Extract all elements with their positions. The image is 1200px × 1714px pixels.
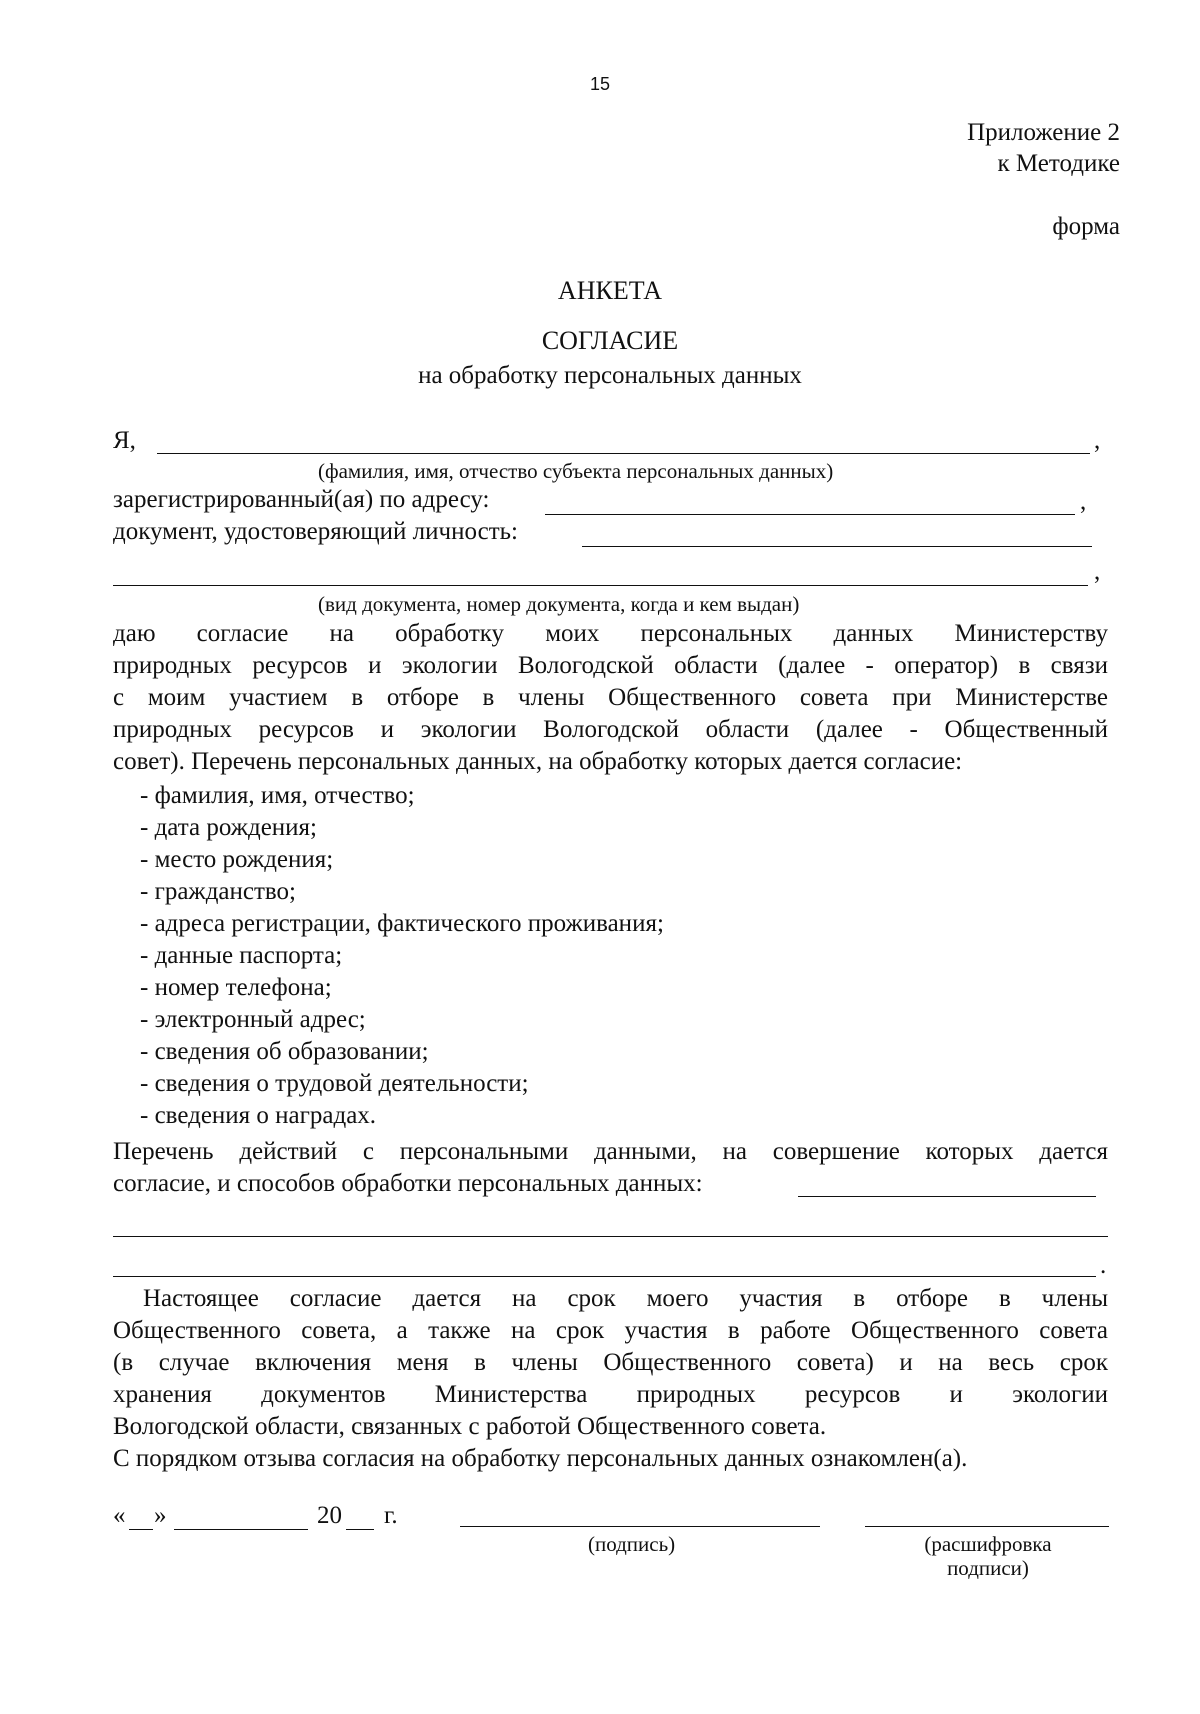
document-comma: , (1094, 558, 1101, 585)
date-year-prefix: 20 (317, 1502, 342, 1529)
address-field[interactable] (545, 514, 1075, 515)
list-item: - сведения о наградах. (140, 1102, 377, 1129)
signature-hint: (подпись) (588, 1532, 676, 1556)
address-label: зарегистрированный(ая) по адресу: (113, 486, 490, 513)
document-label: документ, удостоверяющий личность: (113, 518, 518, 545)
list-item: - фамилия, имя, отчество; (140, 782, 415, 809)
document-field[interactable] (582, 546, 1092, 547)
revocation-statement: С порядком отзыва согласия на обработку персональных данных ознакомлен(а). (113, 1445, 968, 1472)
actions-field-continued-2[interactable] (113, 1276, 1096, 1277)
fio-comma: , (1094, 427, 1101, 454)
document-hint: (вид документа, номер документа, когда и кем выдан) (318, 592, 800, 616)
term-line-5: Вологодской области, связанных с работой Общественного совета. (113, 1413, 827, 1440)
date-quote-close: » (154, 1502, 167, 1529)
list-item: - сведения о трудовой деятельности; (140, 1070, 529, 1097)
term-line-1: Настоящее согласие дается на срок моего участия в отборе в члены (143, 1285, 1108, 1312)
consent-line-2: природных ресурсов и экологии Вологодской области (далее - оператор) в связи (113, 652, 1108, 679)
appendix-line-1: Приложение 2 (967, 119, 1120, 146)
list-item: - сведения об образовании; (140, 1038, 429, 1065)
appendix-line-2: к Методике (997, 150, 1120, 177)
date-day-field[interactable] (129, 1529, 153, 1530)
date-year-suffix: г. (384, 1502, 398, 1529)
consent-title: СОГЛАСИЕ (541, 326, 679, 355)
list-item: - номер телефона; (140, 974, 332, 1001)
page-number: 15 (589, 74, 611, 94)
form-label: форма (1052, 213, 1120, 240)
i-label: Я, (113, 427, 136, 454)
consent-line-5: совет). Перечень персональных данных, на обработку которых дается согласие: (113, 748, 963, 775)
signature-decode-hint-line-2: подписи) (947, 1556, 1029, 1580)
actions-line-2: согласие, и способов обработки персональных данных: (113, 1170, 703, 1197)
list-item: - данные паспорта; (140, 942, 343, 969)
actions-field[interactable] (798, 1196, 1096, 1197)
consent-line-1: даю согласие на обработку моих персональных данных Министерству (113, 620, 1108, 647)
document-title: АНКЕТА (557, 276, 663, 305)
list-item: - гражданство; (140, 878, 296, 905)
term-line-4: хранения документов Министерства природных ресурсов и экологии (113, 1381, 1108, 1408)
signature-decode-hint-line-1: (расшифровка (924, 1532, 1052, 1556)
date-quote-open: « (113, 1502, 126, 1529)
signature-decode-field[interactable] (865, 1526, 1109, 1527)
document-field-continued[interactable] (113, 585, 1088, 586)
date-month-field[interactable] (174, 1529, 308, 1530)
actions-period: . (1100, 1252, 1107, 1279)
fio-field[interactable] (157, 453, 1090, 454)
actions-field-continued[interactable] (113, 1236, 1108, 1237)
list-item: - дата рождения; (140, 814, 317, 841)
list-item: - адреса регистрации, фактического проживания; (140, 910, 664, 937)
consent-line-3: с моим участием в отборе в члены Общественного совета при Министерстве (113, 684, 1108, 711)
signature-field[interactable] (460, 1526, 820, 1527)
fio-hint: (фамилия, имя, отчество субъекта персональных данных) (318, 459, 834, 483)
address-comma: , (1080, 488, 1087, 515)
date-year-field[interactable] (346, 1529, 374, 1530)
term-line-2: Общественного совета, а также на срок участия в работе Общественного совета (113, 1317, 1108, 1344)
list-item: - электронный адрес; (140, 1006, 366, 1033)
actions-line-1: Перечень действий с персональными данными, на совершение которых дается (113, 1138, 1108, 1165)
consent-subtitle: на обработку персональных данных (418, 362, 802, 389)
list-item: - место рождения; (140, 846, 334, 873)
appendix-label (967, 117, 1120, 179)
consent-line-4: природных ресурсов и экологии Вологодской области (далее - Общественный (113, 716, 1108, 743)
signature-decode-hint (913, 1532, 1063, 1580)
term-line-3: (в случае включения меня в члены Общественного совета) и на весь срок (113, 1349, 1108, 1376)
